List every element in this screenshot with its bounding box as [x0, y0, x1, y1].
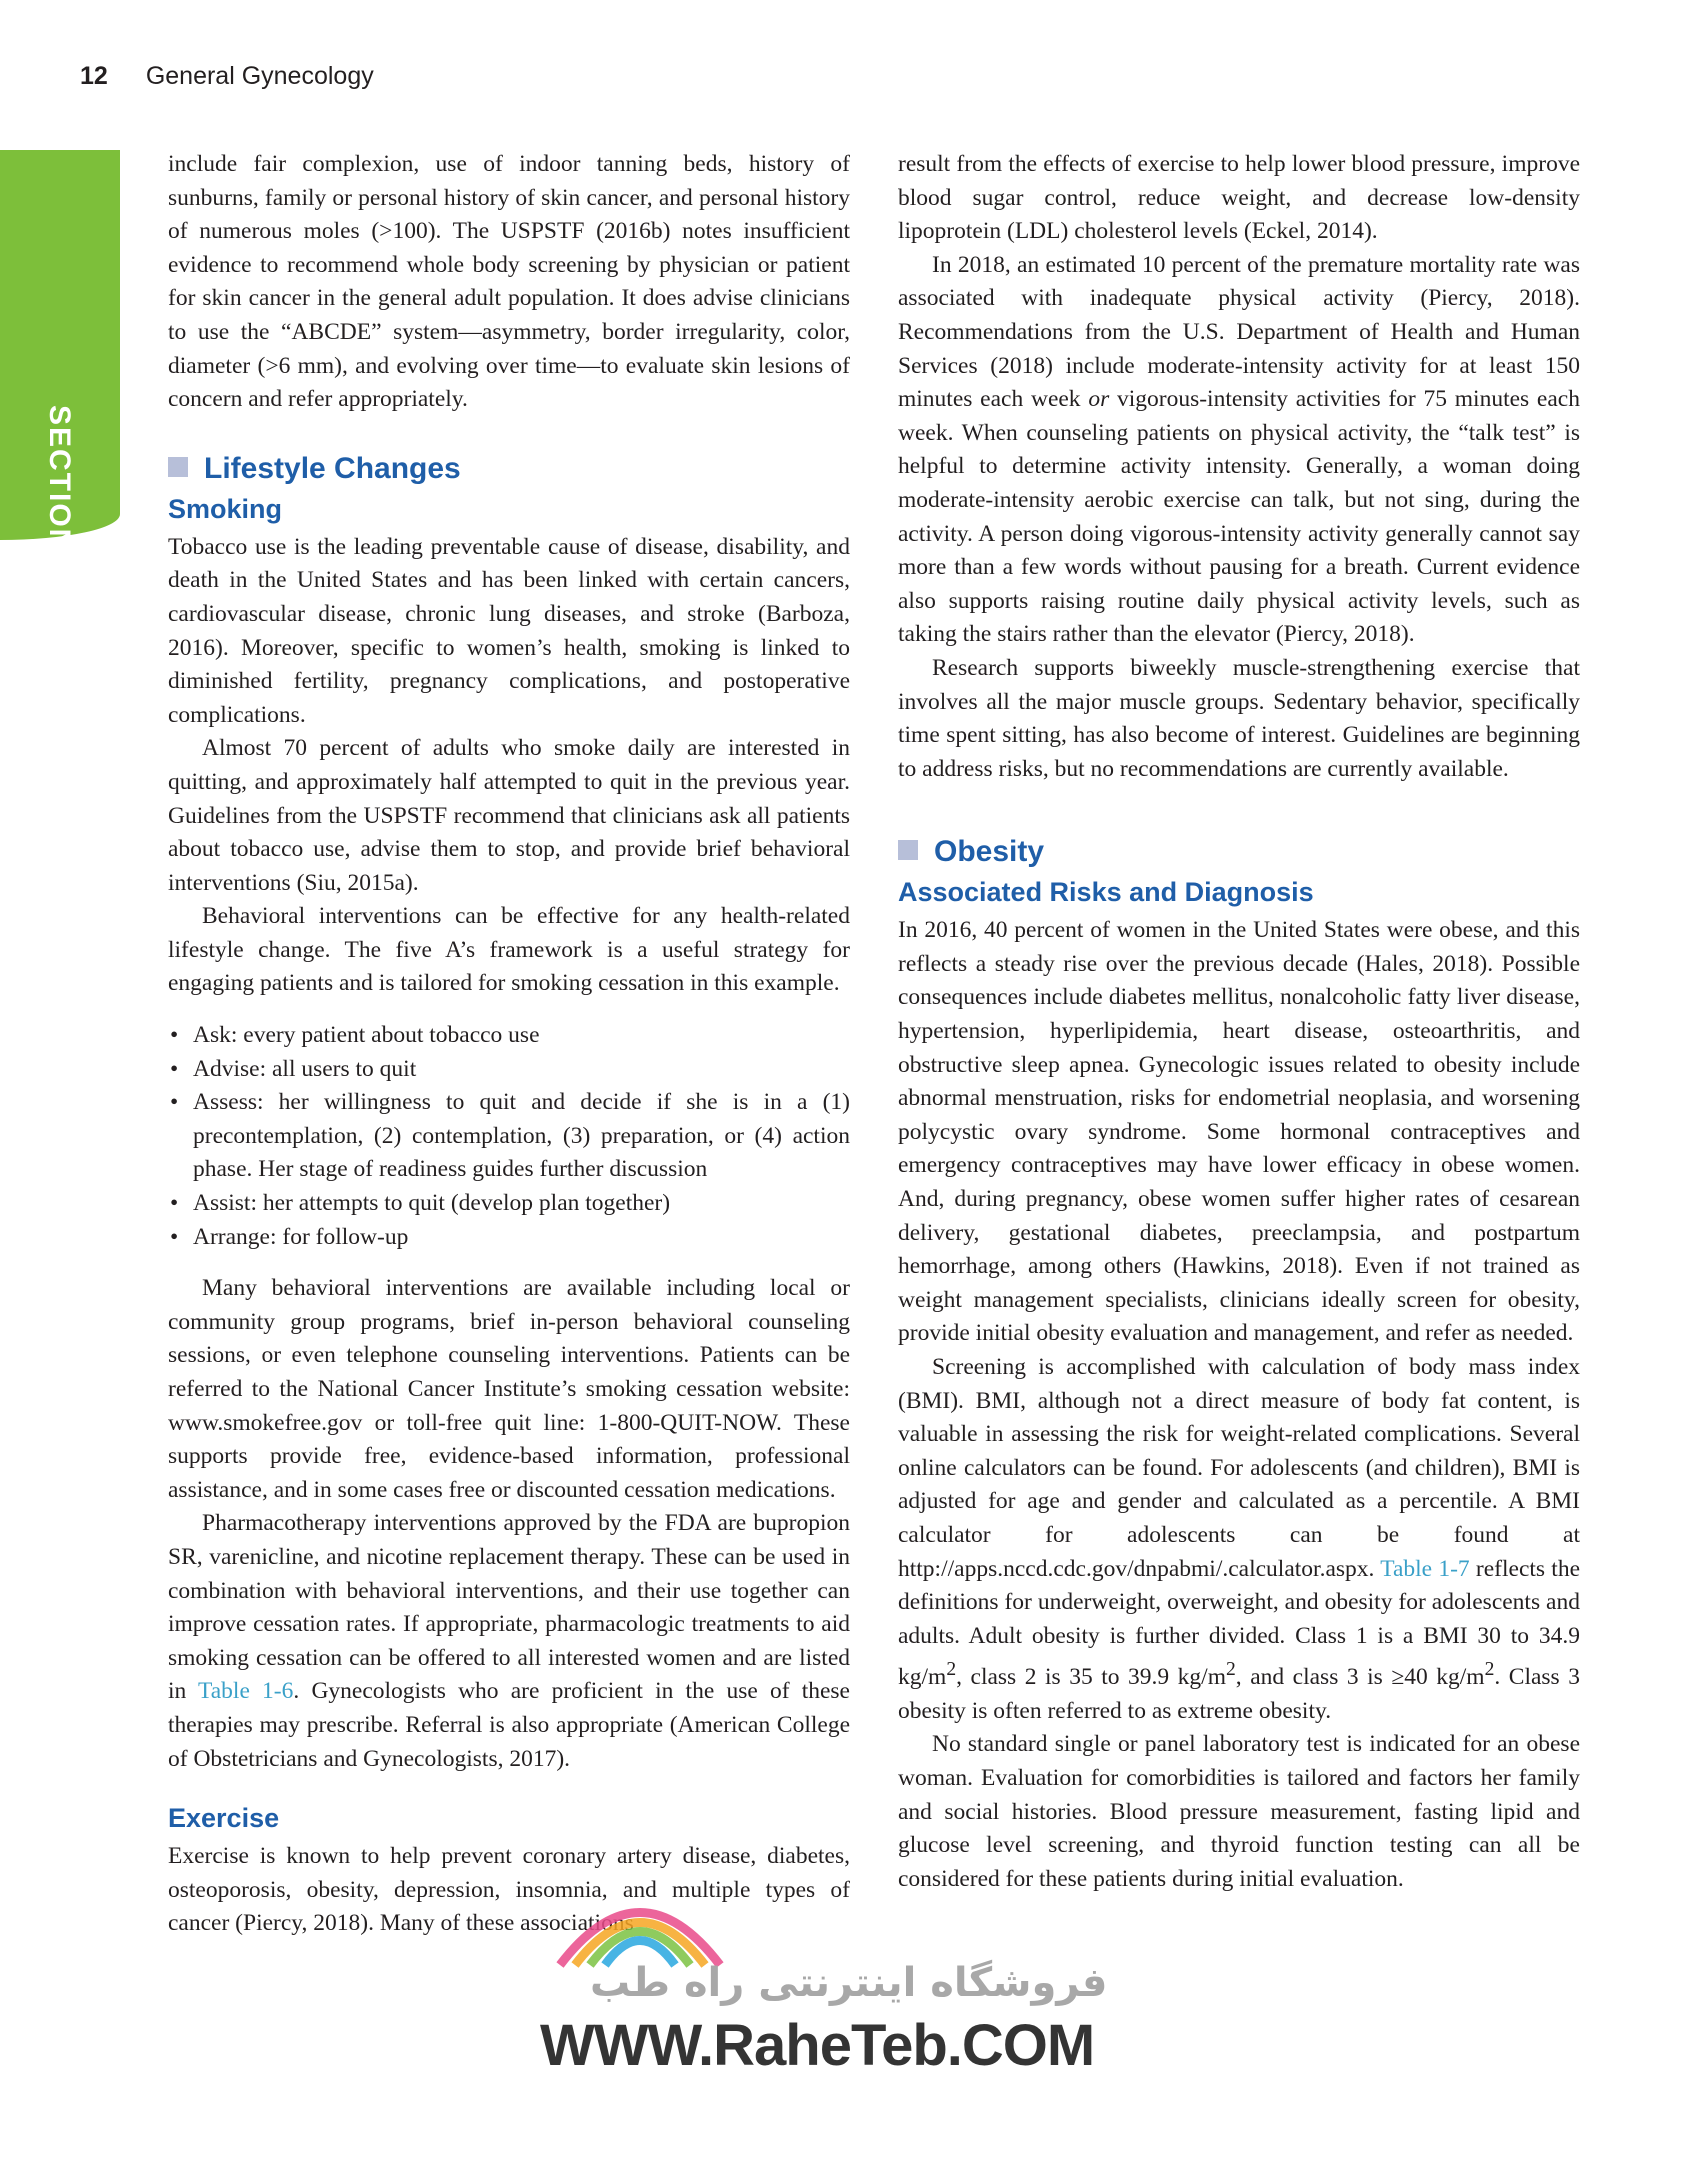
watermark-persian-text: فروشگاه اینترنتی راه طب	[590, 1960, 1108, 2006]
superscript: 2	[1226, 1659, 1236, 1681]
text-run: Screening is accomplished with calculation of body mass index (BMI). BMI, although not a direct measure of body fat content, is valuable in assessing the risk for weight-related complications. Several online calculators can be found. For adolescents (and children), BMI is adjusted for age and gender and calculated as a percentile. A BMI calculator for adolescents can be found at http://apps.nccd.cdc.gov/dnpabmi/.calculator.aspx.	[898, 1354, 1580, 1582]
table-1-7-link[interactable]: Table 1-7	[1380, 1555, 1470, 1582]
heading-square-icon	[898, 840, 918, 860]
heading-associated-risks: Associated Risks and Diagnosis	[898, 877, 1314, 908]
text-run: vigorous-intensity activities for 75 minutes each week. When counseling patients on physical activity, the “talk test” is helpful to determine activity intensity. Generally, a woman doing moderate-intensity aerobic exercise can talk, but not sing, during the activity. A person doing vigorous-intensity activity generally cannot say more than a few words without pausing for a breath. Current evidence also supports raising routine daily physical activity levels, such as taking the stairs rather than the elevator (Piercy, 2018).	[898, 386, 1580, 648]
superscript: 2	[1484, 1659, 1495, 1681]
paragraph-skin-screening: include fair complexion, use of indoor tanning beds, history of sunburns, family or personal history of skin cancer, and personal history of numerous moles (>100). The USPSTF (2016b) notes insufficient evidence to recommend whole body screening by physician or patient for skin cancer in the general adult population. It does advise clinicians to use the “ABCDE” system—asymmetry, border irregularity, color, diameter (>6 mm), and evolving over time—to evaluate skin lesions of concern and refer appropriately.	[168, 151, 850, 413]
page-number: 12	[80, 62, 108, 90]
table-1-6-link[interactable]: Table 1-6	[198, 1678, 294, 1705]
heading-smoking: Smoking	[168, 493, 283, 524]
watermark-url: WWW.RaheTeb.COM	[540, 2013, 1095, 2078]
heading-text: Obesity	[934, 835, 1045, 869]
heading-exercise: Exercise	[168, 1803, 280, 1834]
text-run: . Gynecologists who are proficient in the use of these therapies may prescribe. Referral is also appropriate (American College of Obstetricians and Gynecologists, 2017).	[168, 1678, 850, 1772]
running-title: General Gynecology	[145, 62, 374, 90]
five-as-list	[168, 1019, 850, 1254]
heading-lifestyle-changes	[168, 449, 850, 489]
list-item: • Advise: all users to quit	[168, 1053, 850, 1087]
section-tab	[0, 150, 120, 582]
paragraph-obesity-1: In 2016, 40 percent of women in the United States were obese, and this reflects a steady rise over the previous decade (Hales, 2018). Possible consequences include diabetes mellitus, nonalcoholic fatty liver disease, hypertension, hyperlipidemia, heart disease, osteoarthritis, and obstructive sleep apnea. Gynecologic issues related to obesity include abnormal menstruation, risks for endometrial neoplasia, and worsening polycystic ovary syndrome. Some hormonal contraceptives and emergency contraceptives may have lower efficacy in obese women. And, during pregnancy, obese women suffer higher rates of cesarean delivery, gestational diabetes, preeclampsia, and postpartum hemorrhage, among others (Hawkins, 2018). Even if not trained as weight management specialists, clinicians ideally screen for obesity, provide initial obesity evaluation and management, and refer as needed.	[898, 917, 1580, 1347]
paragraph-smoking-5	[168, 1507, 850, 1776]
list-item: • Assess: her willingness to quit and decide if she is in a (1) precontemplation, (2) contemplation, (3) preparation, or (4) action phase. Her stage of readiness guides further discussion	[168, 1086, 850, 1187]
heading-obesity	[898, 832, 1580, 872]
emphasis-or: or	[1088, 386, 1110, 413]
text-run: , and class 3 is ≥40 kg/m	[1235, 1664, 1485, 1691]
left-column	[168, 148, 850, 1941]
running-header	[80, 62, 374, 91]
text-run: . Class 3 obesity is often referred to as extreme obesity.	[898, 1664, 1580, 1724]
paragraph-exercise-3	[898, 249, 1580, 652]
paragraph-smoking-4: Many behavioral interventions are available including local or community group programs, brief in-person behavioral counseling sessions, or even telephone counseling interventions. Patients can be referred to the National Cancer Institute’s smoking cessation website: www.smokefree.gov or toll-free quit line: 1-800-QUIT-NOW. These supports provide free, evidence-based information, professional assistance, and in some cases free or discounted cessation medications.	[168, 1275, 850, 1503]
heading-text: Lifestyle Changes	[204, 451, 461, 485]
watermark	[540, 1870, 1108, 2080]
text-run: reflects the definitions for underweight, overweight, and obesity for adolescents and adults. Adult obesity is further divided. Class 1 is a BMI 30 to 34.9 kg/m	[898, 1555, 1580, 1691]
right-column	[898, 148, 1580, 1896]
heading-square-icon	[168, 457, 188, 477]
watermark-logo-icon	[540, 1870, 740, 1970]
paragraph-smoking-3: Behavioral interventions can be effective for any health-related lifestyle change. The five A’s framework is a useful strategy for engaging patients and is tailored for smoking cessation in this example.	[168, 903, 850, 997]
paragraph-obesity-2	[898, 1351, 1580, 1728]
paragraph-exercise-1: Exercise is known to help prevent coronary artery disease, diabetes, osteoporosis, obesity, depression, insomnia, and multiple types of cancer (Piercy, 2018). Many of these associations	[168, 1843, 850, 1937]
list-item: • Arrange: for follow-up	[168, 1221, 850, 1255]
paragraph-smoking-2: Almost 70 percent of adults who smoke daily are interested in quitting, and approximately half attempted to quit in the previous year. Guidelines from the USPSTF recommend that clinicians ask all patients about tobacco use, advise them to stop, and provide brief behavioral interventions (Siu, 2015a).	[168, 735, 850, 896]
list-item: • Ask: every patient about tobacco use	[168, 1019, 850, 1053]
paragraph-exercise-4: Research supports biweekly muscle-strengthening exercise that involves all the major muscle groups. Sedentary behavior, specifically time spent sitting, has also become of interest. Guidelines are beginning to address risks, but no recommendations are currently available.	[898, 654, 1580, 782]
paragraph-obesity-3: No standard single or panel laboratory test is indicated for an obese woman. Evaluation for comorbidities is tailored and factors her family and social histories. Blood pressure measurement, fasting lipid and glucose level screening, and thyroid function testing can all be considered for these patients during initial evaluation.	[898, 1731, 1580, 1892]
list-item: • Assist: her attempts to quit (develop plan together)	[168, 1187, 850, 1221]
superscript: 2	[946, 1659, 957, 1681]
paragraph-exercise-2: result from the effects of exercise to help lower blood pressure, improve blood sugar control, reduce weight, and decrease low-density lipoprotein (LDL) cholesterol levels (Eckel, 2014).	[898, 151, 1580, 245]
section-tab-label: SECTION 1	[43, 405, 76, 582]
text-run: Pharmacotherapy interventions approved by the FDA are bupropion SR, varenicline, and nicotine replacement therapy. These can be used in combination with behavioral interventions, and their use together can improve cessation rates. If appropriate, pharmacologic treatments to aid smoking cessation can be offered to all interested women and are listed in	[168, 1510, 850, 1705]
text-run: In 2018, an estimated 10 percent of the premature mortality rate was associated with inadequate physical activity (Piercy, 2018). Recommendations from the U.S. Department of Health and Human Services (2018) include moderate-intensity activity for at least 150 minutes each week	[898, 251, 1580, 413]
paragraph-smoking-1: Tobacco use is the leading preventable cause of disease, disability, and death in the United States and has been linked with certain cancers, cardiovascular disease, chronic lung diseases, and stroke (Barboza, 2016). Moreover, specific to women’s health, smoking is linked to diminished fertility, pregnancy complications, and postoperative complications.	[168, 533, 850, 728]
text-run: , class 2 is 35 to 39.9 kg/m	[956, 1664, 1226, 1691]
